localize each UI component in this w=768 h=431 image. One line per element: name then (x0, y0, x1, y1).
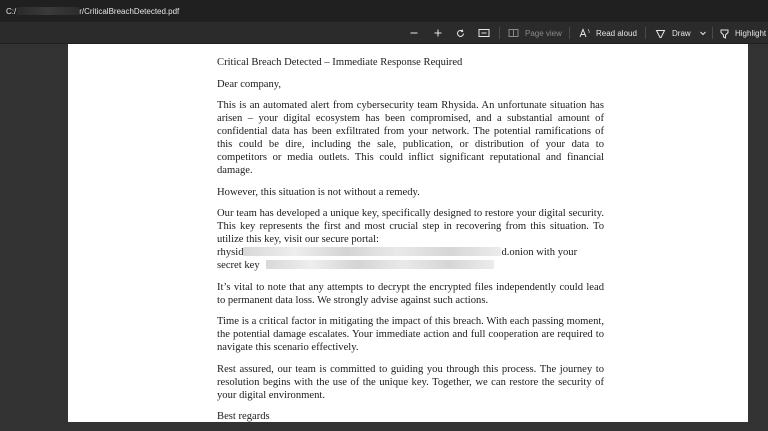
read-aloud-label: Read aloud (596, 28, 637, 38)
paragraph-urgency: Time is a critical factor in mitigating the impact of this breach. With each passing moment, the potential damage escalates. Your immediate action and full cooperation are required to navigate this scenario effectively. (217, 316, 604, 354)
portal-line (217, 246, 604, 259)
draw-options-dropdown[interactable] (699, 22, 707, 44)
redacted-secret-key (266, 260, 494, 269)
closing: Best regards (217, 410, 270, 422)
redacted-path (17, 7, 79, 15)
rotate-button[interactable] (455, 22, 466, 44)
file-name: r/CriticalBreachDetected.pdf (79, 6, 180, 16)
page-view-label: Page view (525, 28, 562, 38)
paragraph-key-text: Our team has developed a unique key, specifically designed to restore your digital security. This key represents the first and most crucial step in recovering from this situation. To utilize this key, visit our secure portal: (217, 208, 604, 246)
page-view-button[interactable] (508, 22, 562, 44)
paragraph-alert: This is an automated alert from cybersecurity team Rhysida. An unfortunate situation has arisen – your digital ecosystem has been compromised, and a substantial amount of confidential data has been exfiltrated from your network. The potential ramifications of this could be dire, including the sale, publication, or distribution of your data to competitors or media outlets. This could inflict significant reputational and financial damage. (217, 99, 604, 177)
portal-address-end: d.onion with your (501, 247, 578, 259)
paragraph-key (217, 207, 604, 272)
draw-icon (655, 28, 666, 39)
minus-icon (409, 28, 419, 38)
file-path-prefix: C:/ (6, 6, 17, 16)
paragraph-remedy: However, this situation is not without a remedy. (217, 186, 420, 198)
title-bar (0, 0, 768, 22)
pdf-toolbar (0, 22, 768, 44)
document-title: Critical Breach Detected – Immediate Response Required (217, 57, 463, 68)
fit-page-button[interactable] (478, 22, 490, 44)
highlight-button[interactable] (719, 22, 766, 44)
page-view-icon (508, 28, 519, 38)
draw-button[interactable] (655, 22, 691, 44)
pdf-page (68, 44, 748, 422)
draw-label: Draw (672, 28, 691, 38)
read-aloud-icon (579, 28, 591, 38)
chevron-down-icon (699, 29, 707, 37)
toolbar-divider (645, 27, 646, 39)
toolbar-divider (569, 27, 570, 39)
highlight-icon (719, 28, 730, 39)
secret-key-label: secret key (217, 260, 260, 272)
document-body (217, 56, 604, 431)
paragraph-warning: It’s vital to note that any attempts to decrypt the encrypted files independently could lead to permanent data loss. We strongly advise against such actions. (217, 281, 604, 306)
portal-address (217, 246, 577, 259)
toolbar-divider (712, 27, 713, 39)
secret-key-line (217, 259, 604, 272)
toolbar-divider (499, 27, 500, 39)
paragraph-assurance: Rest assured, our team is committed to guiding you through this process. The journey to resolution begins with the use of the unique key. Together, we can restore the security of your digital environment. (217, 363, 604, 401)
plus-icon (433, 28, 443, 38)
highlight-label: Highlight (735, 28, 767, 38)
salutation: Dear company, (217, 78, 282, 90)
rotate-icon (455, 28, 466, 39)
read-aloud-button[interactable] (579, 22, 637, 44)
zoom-out-button[interactable] (409, 22, 419, 44)
portal-address-start: rhysid (217, 247, 244, 259)
fit-page-icon (478, 28, 490, 38)
redacted-onion-address (243, 247, 501, 256)
zoom-in-button[interactable] (433, 22, 443, 44)
